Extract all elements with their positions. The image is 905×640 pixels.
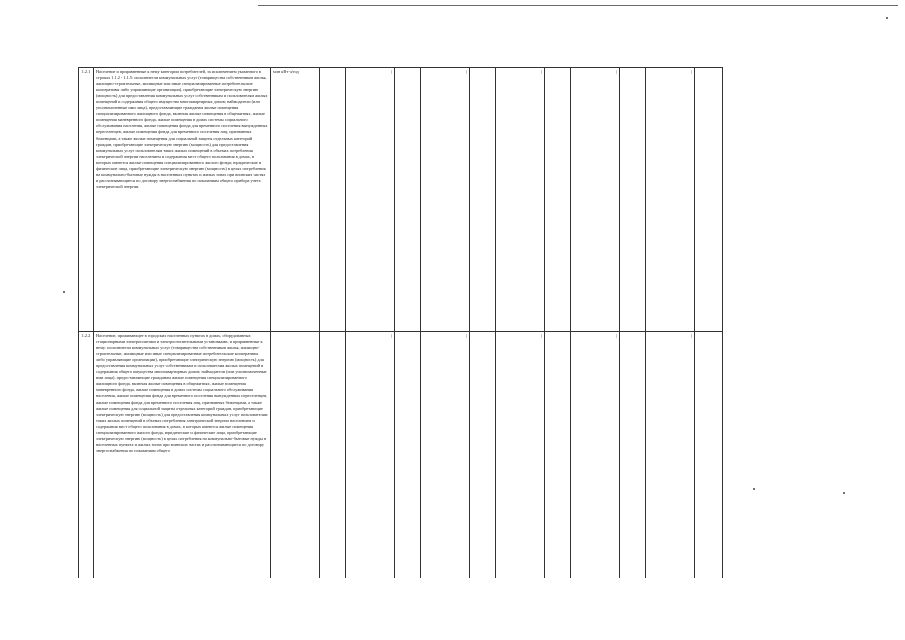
value-cell: | [346,332,395,595]
value-cell [695,332,723,595]
row-number: 1.2.2 [79,332,94,595]
row-unit: млн кВт·ч/год [271,68,320,332]
value-cell [320,68,346,332]
value-cell: | [346,68,395,332]
value-cell: | [421,332,470,595]
row-description: Население, проживающее в городских населенных пунктах в домах, оборудованных стационарными электроплитами и электроотопительными установками, и приравненные к нему: исполнители коммунальных услуг (товарищества собственников жилья, жилищно-строительные, жилищные или иные специализированные потребительские кооперативы либо управляющие организации), приобретающие электрическую энергию (мощность) для предоставления коммунальных услуг собственникам и пользователям жилых помещений и содержания общего имущества многоквартирных домов; наймодатели (или уполномоченные ими лица), предоставляющие гражданам жилые помещения специализированного жилищного фонда, включая жилые помещения в общежитиях, жилые помещения маневренного фонда, жилые помещения в домах системы социального обслуживания населения, жилые помещения фонда для временного поселения вынужденных переселенцев, жилые помещения фонда для временного поселения лиц, признанных беженцами, а также жилые помещения для социальной защиты отдельных категорий граждан, приобретающие электрическую энергию (мощность) для предоставления коммунальных услуг пользователям таких жилых помещений в объемах потребления электрической энергии населением и содержания мест общего пользования в домах, в которых имеются жилые помещения специализированного жилого фонда, юридические и физические лица, приобретающие электрическую энергию (мощность) в целях потребления на коммунально-бытовые нужды в населенных пунктах и жилых зонах при воинских частях и рассчитывающиеся по договору энергоснабжения по показаниям общего [94,332,271,595]
scan-speck [63,291,65,293]
value-cell [545,332,571,595]
value-cell: | [496,68,545,332]
value-cell: | [571,332,620,595]
value-cell: | [646,332,695,595]
scan-speck [886,17,888,19]
table-row [79,332,723,595]
value-cell [395,68,421,332]
row-number: 1.2.1 [79,68,94,332]
tariff-table [78,67,723,595]
value-cell: | [496,332,545,595]
value-cell: | [421,68,470,332]
scan-speck [753,488,755,490]
value-cell [320,332,346,595]
value-cell [470,332,496,595]
page-top-rule [258,5,898,6]
page-bottom-margin [0,578,905,640]
table-row [79,68,723,332]
value-cell: | [646,68,695,332]
value-cell: | [571,68,620,332]
value-cell [620,332,646,595]
value-cell [620,68,646,332]
value-cell [395,332,421,595]
scan-speck [843,492,845,494]
value-cell [470,68,496,332]
value-cell [545,68,571,332]
row-unit [271,332,320,595]
value-cell [695,68,723,332]
row-description: Население и приравненные к нему категории потребителей, за исключением указанного в строках 1.1.2 - 1.1.5: исполнители коммунальных услуг (товарищества собственников жилья, жилищно-строительные, жилищные или иные специализированные потребительские кооперативы либо управляющие организации), приобретающие электрическую энергию (мощность) для предоставления коммунальных услуг собственникам и пользователям жилых помещений и содержания общего имущества многоквартирных домов; наймодатели (или уполномоченные ими лица), предоставляющие гражданам жилые помещения специализированного жилищного фонда, включая жилые помещения в общежитиях, жилые помещения маневренного фонда, жилые помещения в домах системы социального обслуживания населения, жилые помещения фонда для временного поселения вынужденных переселенцев, жилые помещения фонда для временного поселения лиц, признанных беженцами, а также жилые помещения для социальной защиты отдельных категорий граждан, приобретающие электрическую энергию (мощность) для предоставления коммунальных услуг пользователям таких жилых помещений в объемах потребления электрической энергии населением и содержания мест общего пользования в домах, в которых имеются жилые помещения специализированного жилого фонда; юридические и физические лица, приобретающие электрическую энергию (мощность) в целях потребления на коммунально-бытовые нужды в населенных пунктах и жилых зонах при воинских частях и рассчитывающиеся по договору энергоснабжения по показаниям общего прибора учета электрической энергии. [94,68,271,332]
